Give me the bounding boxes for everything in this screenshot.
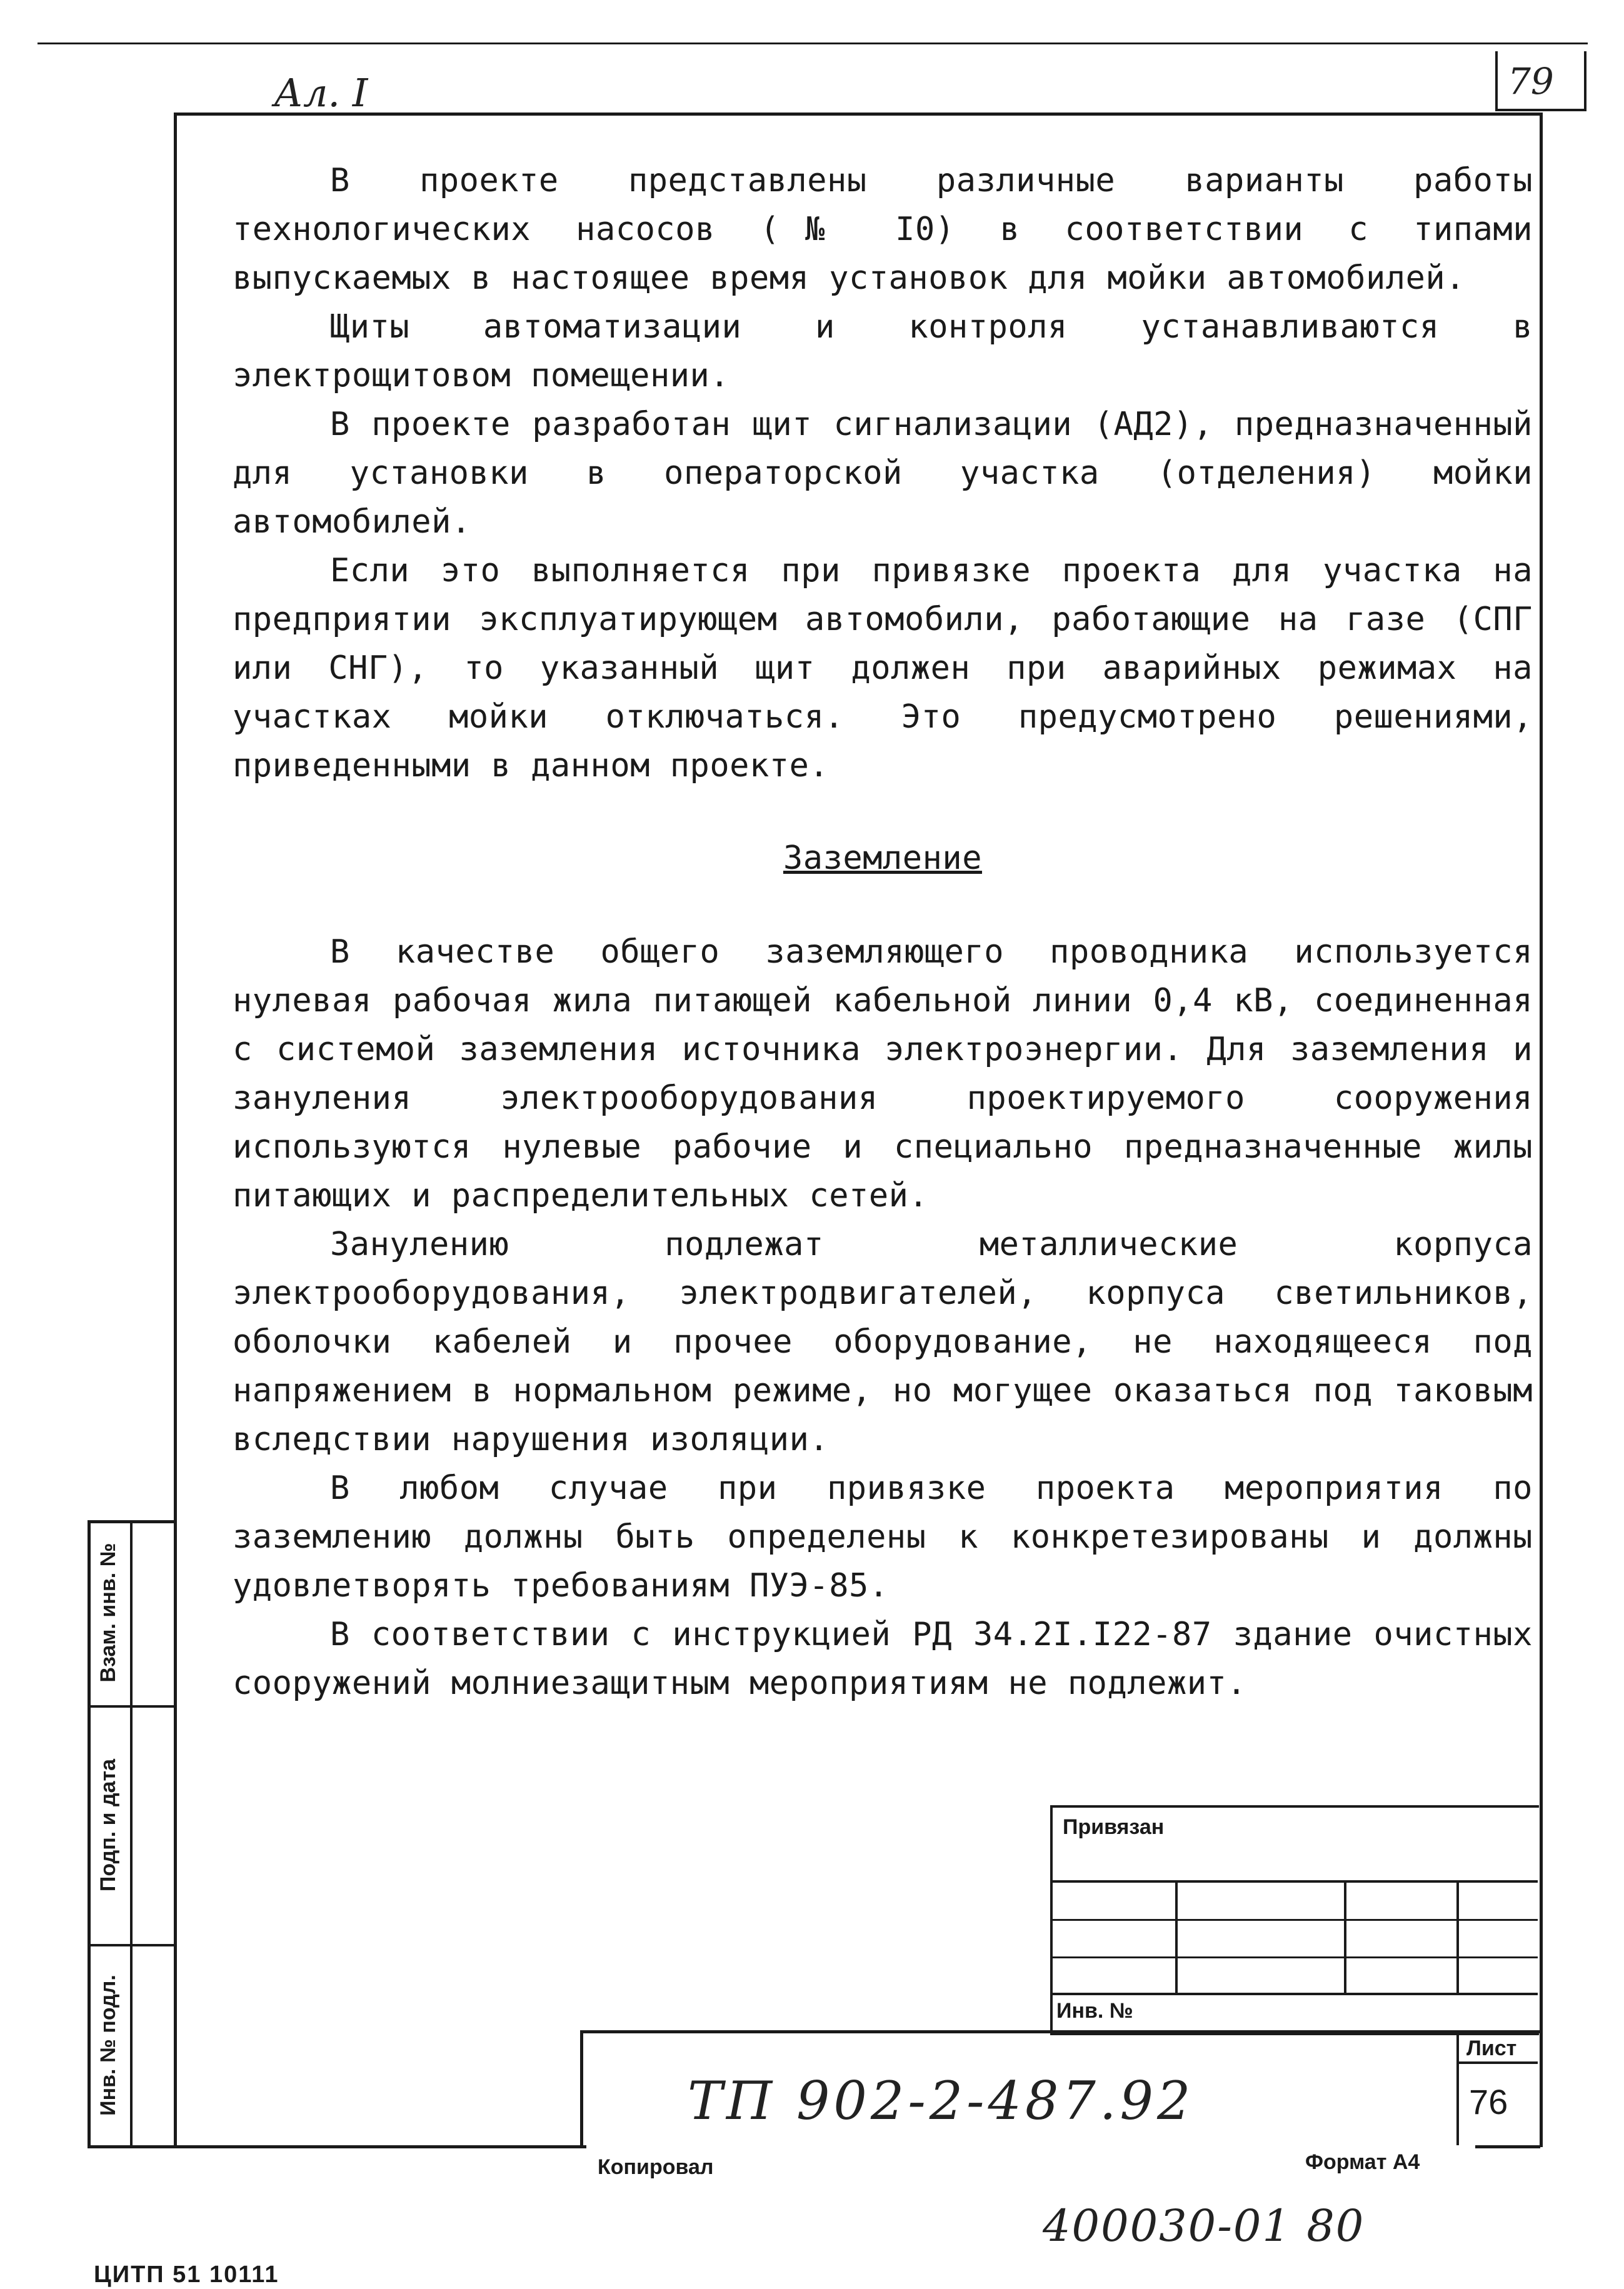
title-block-row <box>1050 1880 1538 1883</box>
list-label: Лист <box>1466 2036 1517 2060</box>
side-stamp-row-line <box>88 1944 175 1946</box>
paragraph: Занулению подлежат металлические корпуса электрооборудования, электродвигателей, корпуса светильников, оболочки кабелей и прочее оборудование, не находящееся под напряжением в нормальном режиме, но могущее оказаться под таковым вследствии нарушения изоляции. <box>233 1226 1533 1458</box>
side-label-inv-podl: Инв. № подл. <box>96 1975 120 2116</box>
printer-code: ЦИТП 51 10111 <box>94 2261 279 2288</box>
section-heading: Заземление <box>783 839 983 877</box>
list-label-divider <box>1456 2061 1538 2064</box>
title-block-row <box>1050 1919 1538 1921</box>
inv-no-label: Инв. № <box>1056 1999 1133 2023</box>
format-label: Формат А4 <box>1305 2150 1420 2174</box>
paragraph: В любом случае при привязке проекта мероприятия по заземлению должны быть определены к конкретезированы и должны удовлетворять требованиям ПУЭ-85. <box>233 1470 1533 1605</box>
side-stamp-row-line <box>88 1705 175 1708</box>
paragraph: В качестве общего заземляющего проводника используется нулевая рабочая жила питающей кабельной линии 0,4 кВ, соединенная с системой заземления источника электроэнергии. Для заземления и зануления электрооборудования проектируемого сооружения используются нулевые рабочие и специально предназначенные жилы питающих и распределительных сетей. <box>233 933 1533 1215</box>
paragraph: В проекте представлены различные варианты работы технологических насосов (№ I0) в соответствии с типами выпускаемых в настоящее время установок для мойки автомобилей. <box>233 162 1533 297</box>
title-block-col <box>1456 1880 1459 1994</box>
paragraph: В проекте разработан щит сигнализации (АД2), предназначенный для установки в операторской участка (отделения) мойки автомобилей. <box>233 406 1533 541</box>
title-block-col <box>1344 1880 1346 1994</box>
side-stamp-divider <box>130 1520 133 2145</box>
title-block-row <box>1050 1993 1538 1995</box>
side-label-podp-data: Подп. и дата <box>96 1758 120 1892</box>
title-block-row <box>1050 1956 1538 1958</box>
top-rule <box>38 43 1588 44</box>
paragraph: В соответствии с инструкцией РД 34.2I.I22-87 здание очистных сооружений молниезащитным мероприятиям не подлежит. <box>233 1616 1533 1702</box>
side-label-vzam-inv: Взам. инв. № <box>96 1543 120 1683</box>
order-number: 400030-01 80 <box>1043 2200 1365 2251</box>
paragraph: Щиты автоматизации и контроля устанавливаются в электрощитовом помещении. <box>233 308 1533 394</box>
title-block-col <box>1175 1880 1178 1994</box>
body-text <box>233 156 1533 1708</box>
privyazan-label: Привязан <box>1063 1815 1165 1839</box>
list-number: 76 <box>1469 2082 1508 2121</box>
album-mark: Ал. I <box>274 70 368 116</box>
designation: ТП 902-2-487.92 <box>688 2070 1195 2131</box>
list-column-divider <box>1456 2030 1459 2145</box>
page-number-handwritten: 79 <box>1508 60 1554 103</box>
paragraph: Если это выполняется при привязке проекта для участка на предприятии эксплуатирующем автомобили, работающие на газе (СПГ или СНГ), то указанный щит должен при аварийных режимах на участках мойки отключаться. Это предусмотрено решениями, приведенными в данном проекте. <box>233 552 1533 784</box>
kopiroval-label: Копировал <box>598 2155 714 2179</box>
